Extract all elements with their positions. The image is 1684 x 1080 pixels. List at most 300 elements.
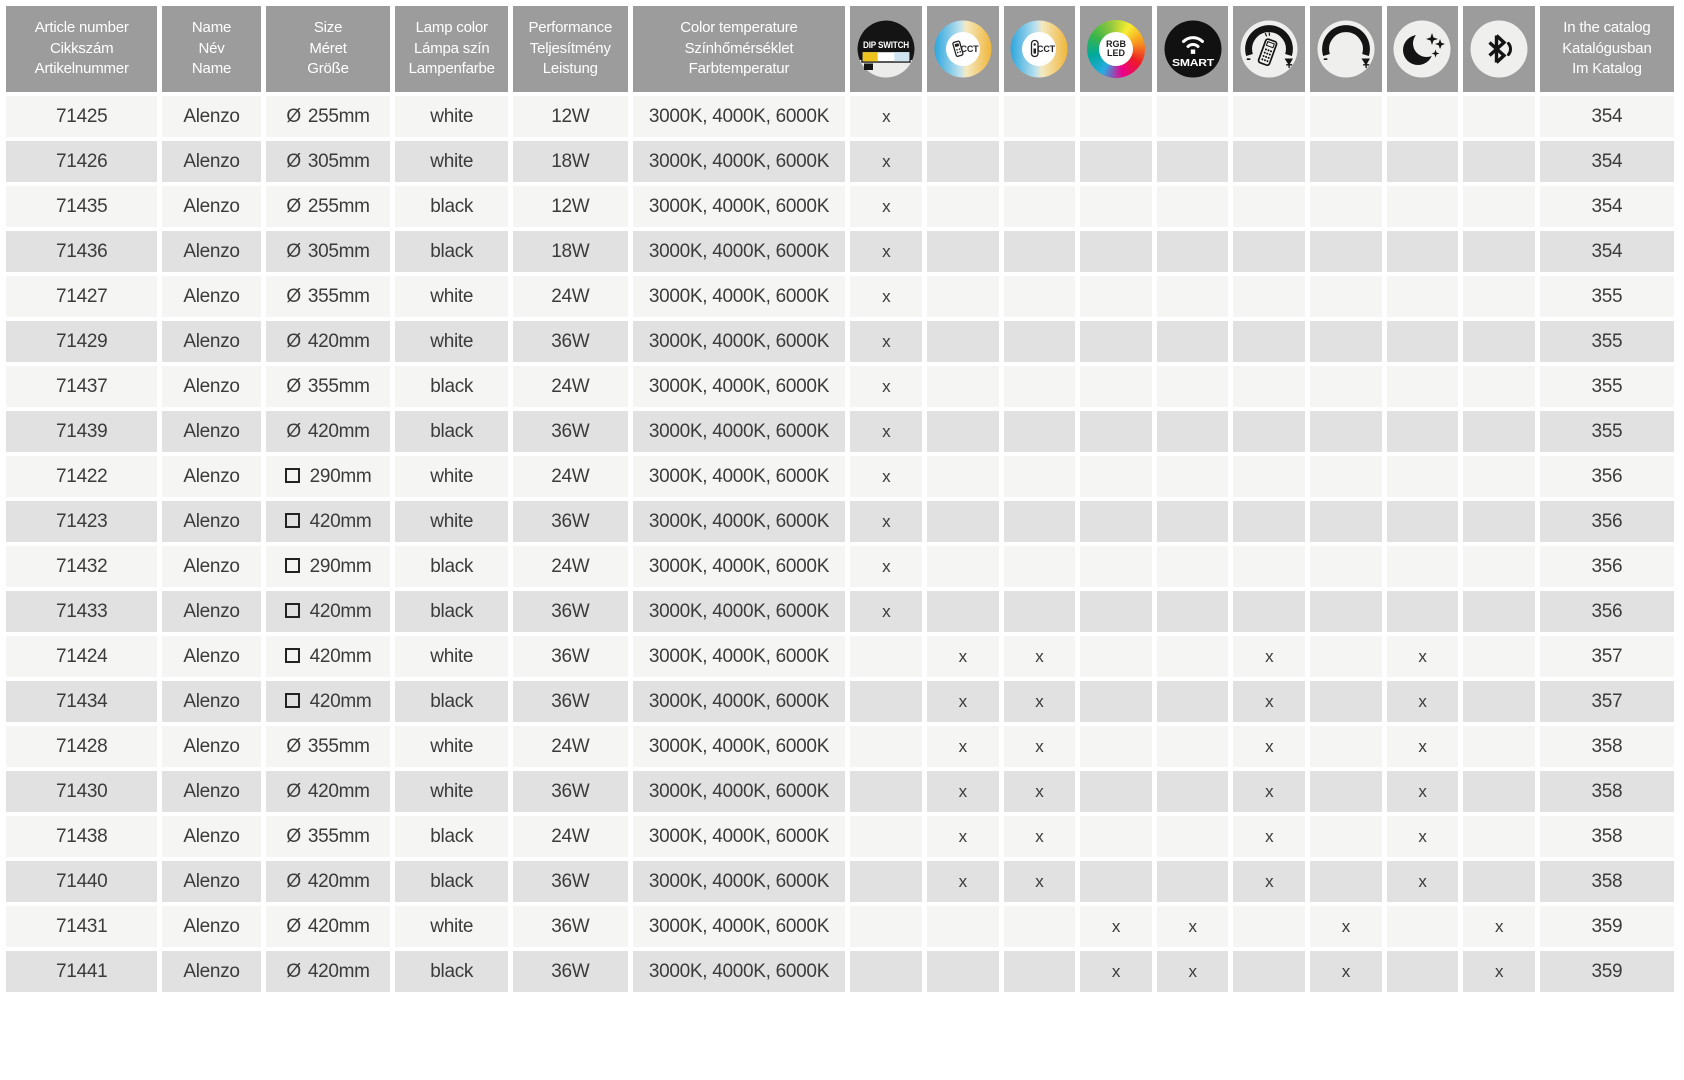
- smart-mark-cell: [1157, 231, 1229, 272]
- performance-cell: 24W: [513, 366, 628, 407]
- table-header: [6, 6, 1674, 92]
- square-shape-icon: [285, 603, 300, 618]
- dip-switch-icon: [857, 20, 915, 78]
- remote-dimmer-mark-cell: [1233, 501, 1305, 542]
- square-shape-icon: [285, 693, 300, 708]
- rgb-led-mark-cell: [1080, 861, 1152, 902]
- lamp-color-cell: white: [395, 906, 508, 947]
- remote-dimmer-mark-cell: x: [1233, 681, 1305, 722]
- smart-mark-cell: x: [1157, 906, 1229, 947]
- product-name-cell: Alenzo: [162, 636, 260, 677]
- performance-cell: 36W: [513, 411, 628, 452]
- catalog-page-cell: 356: [1540, 456, 1674, 497]
- svg-text:SMART: SMART: [1171, 57, 1215, 69]
- bluetooth-mark-cell: [1463, 456, 1535, 497]
- size-value: 290mm: [304, 555, 372, 577]
- remote-dimmer-mark-cell: x: [1233, 816, 1305, 857]
- dimmer-mark-cell: [1310, 141, 1382, 182]
- dimmer-icon: [1317, 20, 1375, 78]
- table-row: [6, 186, 1674, 227]
- diameter-symbol: Ø: [286, 195, 301, 217]
- diameter-symbol: Ø: [286, 960, 301, 982]
- table-row: [6, 861, 1674, 902]
- header-line: Article number: [34, 18, 129, 36]
- dip-switch-mark-cell: [850, 951, 922, 992]
- night-light-mark-cell: x: [1387, 771, 1459, 812]
- lamp-color-cell: black: [395, 816, 508, 857]
- remote-dimmer-mark-cell: x: [1233, 771, 1305, 812]
- table-row: [6, 591, 1674, 632]
- lamp-color-cell: black: [395, 591, 508, 632]
- rgb-led-mark-cell: [1080, 231, 1152, 272]
- color-temperature-cell: 3000K, 4000K, 6000K: [633, 366, 846, 407]
- color-temperature-cell: 3000K, 4000K, 6000K: [633, 861, 846, 902]
- product-table: [1, 2, 1679, 996]
- bluetooth-mark-cell: [1463, 231, 1535, 272]
- smart-mark-cell: [1157, 726, 1229, 767]
- color-temperature-cell: 3000K, 4000K, 6000K: [633, 231, 846, 272]
- size-value: 355mm: [302, 825, 370, 847]
- cct-controller-mark-cell: x: [1004, 636, 1076, 677]
- performance-cell: 36W: [513, 636, 628, 677]
- cct-controller-mark-cell: x: [1004, 771, 1076, 812]
- column-header-size: [266, 6, 391, 92]
- bluetooth-icon: [1470, 20, 1528, 78]
- rgb-label-line: RGB: [1105, 38, 1126, 49]
- rgb-led-mark-cell: [1080, 726, 1152, 767]
- color-temperature-cell: 3000K, 4000K, 6000K: [633, 501, 846, 542]
- size-value: 290mm: [304, 465, 372, 487]
- article-number-cell: 71425: [6, 96, 157, 137]
- cct-remote-mark-cell: x: [927, 771, 999, 812]
- product-name-cell: Alenzo: [162, 861, 260, 902]
- article-number-cell: 71431: [6, 906, 157, 947]
- size-cell: [266, 501, 391, 542]
- remote-dimmer-mark-cell: [1233, 141, 1305, 182]
- remote-dimmer-mark-cell: [1233, 321, 1305, 362]
- night-light-mark-cell: [1387, 906, 1459, 947]
- color-temperature-cell: 3000K, 4000K, 6000K: [633, 276, 846, 317]
- smart-mark-cell: [1157, 411, 1229, 452]
- remote-dimmer-mark-cell: [1233, 951, 1305, 992]
- smart-mark-cell: [1157, 96, 1229, 137]
- performance-cell: 24W: [513, 816, 628, 857]
- size-cell: [266, 681, 391, 722]
- table-row: [6, 366, 1674, 407]
- lamp-color-cell: black: [395, 411, 508, 452]
- performance-cell: 36W: [513, 591, 628, 632]
- remote-dimmer-mark-cell: [1233, 456, 1305, 497]
- size-value: 420mm: [302, 960, 370, 982]
- bluetooth-mark-cell: [1463, 861, 1535, 902]
- bluetooth-mark-cell: [1463, 186, 1535, 227]
- bluetooth-mark-cell: [1463, 816, 1535, 857]
- table-body: [6, 96, 1674, 992]
- night-light-mark-cell: [1387, 321, 1459, 362]
- diameter-symbol: Ø: [286, 780, 301, 802]
- performance-cell: 24W: [513, 456, 628, 497]
- catalog-page-cell: 354: [1540, 231, 1674, 272]
- smart-mark-cell: [1157, 591, 1229, 632]
- bluetooth-mark-cell: [1463, 411, 1535, 452]
- color-temperature-cell: 3000K, 4000K, 6000K: [633, 771, 846, 812]
- dimmer-mark-cell: [1310, 231, 1382, 272]
- smart-mark-cell: [1157, 141, 1229, 182]
- rgb-led-mark-cell: [1080, 186, 1152, 227]
- cct-remote-mark-cell: [927, 501, 999, 542]
- header-line: Név: [198, 39, 225, 57]
- performance-cell: 36W: [513, 321, 628, 362]
- bluetooth-mark-cell: [1463, 366, 1535, 407]
- column-header-catalog: [1540, 6, 1674, 92]
- cct-remote-mark-cell: [927, 951, 999, 992]
- lamp-color-cell: black: [395, 681, 508, 722]
- header-line: Color temperature: [680, 18, 798, 36]
- remote-dimmer-icon: [1240, 20, 1298, 78]
- size-value: 255mm: [302, 195, 370, 217]
- catalog-page-cell: 354: [1540, 96, 1674, 137]
- dimmer-mark-cell: [1310, 591, 1382, 632]
- rgb-led-mark-cell: [1080, 771, 1152, 812]
- rgb-led-mark-cell: [1080, 501, 1152, 542]
- article-number-cell: 71428: [6, 726, 157, 767]
- diameter-symbol: Ø: [286, 240, 301, 262]
- diameter-symbol: Ø: [286, 375, 301, 397]
- rgb-led-mark-cell: [1080, 681, 1152, 722]
- size-cell: [266, 906, 391, 947]
- column-header-dimmer: [1310, 6, 1382, 92]
- table-row: [6, 636, 1674, 677]
- column-header-article-number: [6, 6, 157, 92]
- diameter-symbol: Ø: [286, 420, 301, 442]
- rgb-led-mark-cell: [1080, 366, 1152, 407]
- dimmer-mark-cell: [1310, 501, 1382, 542]
- product-name-cell: Alenzo: [162, 681, 260, 722]
- header-line: Size: [313, 18, 343, 36]
- color-temperature-cell: 3000K, 4000K, 6000K: [633, 591, 846, 632]
- lamp-color-cell: white: [395, 141, 508, 182]
- cct-remote-mark-cell: [927, 96, 999, 137]
- performance-cell: 18W: [513, 141, 628, 182]
- lamp-color-cell: black: [395, 366, 508, 407]
- cct-controller-mark-cell: [1004, 231, 1076, 272]
- product-name-cell: Alenzo: [162, 411, 260, 452]
- night-light-mark-cell: [1387, 96, 1459, 137]
- dip-switch-mark-cell: x: [850, 96, 922, 137]
- header-line: Színhőmérséklet: [684, 39, 794, 57]
- color-temperature-cell: 3000K, 4000K, 6000K: [633, 321, 846, 362]
- rgb-led-mark-cell: x: [1080, 951, 1152, 992]
- diameter-symbol: Ø: [286, 735, 301, 757]
- dip-switch-mark-cell: x: [850, 501, 922, 542]
- dip-switch-mark-cell: [850, 771, 922, 812]
- product-name-cell: Alenzo: [162, 96, 260, 137]
- smart-mark-cell: [1157, 276, 1229, 317]
- product-name-cell: Alenzo: [162, 456, 260, 497]
- size-value: 420mm: [304, 645, 372, 667]
- square-shape-icon: [285, 468, 300, 483]
- dip-switch-mark-cell: [850, 906, 922, 947]
- dimmer-mark-cell: [1310, 96, 1382, 137]
- svg-text:CCT: CCT: [960, 44, 979, 54]
- cct-controller-mark-cell: [1004, 456, 1076, 497]
- column-header-performance: [513, 6, 628, 92]
- size-value: 420mm: [302, 915, 370, 937]
- header-line: Méret: [309, 39, 347, 57]
- night-light-mark-cell: [1387, 186, 1459, 227]
- night-light-mark-cell: x: [1387, 681, 1459, 722]
- size-cell: [266, 726, 391, 767]
- lamp-color-cell: white: [395, 636, 508, 677]
- size-value: 255mm: [302, 105, 370, 127]
- smart-mark-cell: [1157, 861, 1229, 902]
- night-light-mark-cell: [1387, 501, 1459, 542]
- size-value: 355mm: [302, 375, 370, 397]
- night-light-mark-cell: [1387, 951, 1459, 992]
- bluetooth-mark-cell: [1463, 96, 1535, 137]
- rgb-led-mark-cell: [1080, 636, 1152, 677]
- article-number-cell: 71424: [6, 636, 157, 677]
- size-value: 420mm: [302, 330, 370, 352]
- night-light-mark-cell: x: [1387, 861, 1459, 902]
- bluetooth-mark-cell: [1463, 726, 1535, 767]
- size-cell: [266, 231, 391, 272]
- rgb-led-icon: [1087, 20, 1145, 78]
- bluetooth-mark-cell: [1463, 321, 1535, 362]
- product-name-cell: Alenzo: [162, 276, 260, 317]
- size-cell: [266, 366, 391, 407]
- product-name-cell: Alenzo: [162, 141, 260, 182]
- size-value: 420mm: [304, 690, 372, 712]
- performance-cell: 12W: [513, 96, 628, 137]
- cct-remote-mark-cell: [927, 366, 999, 407]
- catalog-page-cell: 359: [1540, 951, 1674, 992]
- size-cell: [266, 591, 391, 632]
- bluetooth-mark-cell: [1463, 276, 1535, 317]
- article-number-cell: 71422: [6, 456, 157, 497]
- table-row: [6, 321, 1674, 362]
- performance-cell: 36W: [513, 501, 628, 542]
- cct-remote-mark-cell: [927, 186, 999, 227]
- night-light-mark-cell: [1387, 546, 1459, 587]
- cct-remote-mark-cell: [927, 906, 999, 947]
- article-number-cell: 71434: [6, 681, 157, 722]
- cct-controller-mark-cell: [1004, 546, 1076, 587]
- bluetooth-mark-cell: x: [1463, 906, 1535, 947]
- table-row: [6, 726, 1674, 767]
- catalog-page-cell: 354: [1540, 141, 1674, 182]
- lamp-color-cell: black: [395, 546, 508, 587]
- dip-switch-mark-cell: x: [850, 546, 922, 587]
- cct-remote-mark-cell: x: [927, 681, 999, 722]
- catalog-page-cell: 358: [1540, 726, 1674, 767]
- diameter-symbol: Ø: [286, 285, 301, 307]
- lamp-color-cell: black: [395, 861, 508, 902]
- night-light-mark-cell: [1387, 231, 1459, 272]
- color-temperature-cell: 3000K, 4000K, 6000K: [633, 681, 846, 722]
- size-value: 305mm: [302, 240, 370, 262]
- catalog-page-cell: 358: [1540, 861, 1674, 902]
- article-number-cell: 71430: [6, 771, 157, 812]
- header-line: Performance: [528, 18, 613, 36]
- header-line: Name: [191, 18, 232, 36]
- lamp-color-cell: white: [395, 321, 508, 362]
- size-value: 305mm: [302, 150, 370, 172]
- smart-mark-cell: [1157, 321, 1229, 362]
- cct-controller-mark-cell: [1004, 411, 1076, 452]
- dip-switch-mark-cell: x: [850, 591, 922, 632]
- catalog-page-cell: 359: [1540, 906, 1674, 947]
- dip-switch-mark-cell: [850, 861, 922, 902]
- bluetooth-mark-cell: [1463, 141, 1535, 182]
- catalog-page-cell: 356: [1540, 546, 1674, 587]
- rgb-led-mark-cell: [1080, 321, 1152, 362]
- square-shape-icon: [285, 558, 300, 573]
- dip-switch-mark-cell: x: [850, 141, 922, 182]
- table-row: [6, 231, 1674, 272]
- table-row: [6, 141, 1674, 182]
- svg-text:-: -: [1246, 50, 1251, 66]
- header-line: Katalógusban: [1562, 39, 1652, 57]
- article-number-cell: 71432: [6, 546, 157, 587]
- size-cell: [266, 636, 391, 677]
- column-header-bluetooth: [1463, 6, 1535, 92]
- color-temperature-cell: 3000K, 4000K, 6000K: [633, 816, 846, 857]
- article-number-cell: 71429: [6, 321, 157, 362]
- lamp-color-cell: white: [395, 726, 508, 767]
- color-temperature-cell: 3000K, 4000K, 6000K: [633, 546, 846, 587]
- remote-dimmer-mark-cell: [1233, 276, 1305, 317]
- product-name-cell: Alenzo: [162, 951, 260, 992]
- svg-text:+: +: [1285, 58, 1293, 72]
- cct-remote-mark-cell: x: [927, 861, 999, 902]
- dip-switch-mark-cell: x: [850, 276, 922, 317]
- lamp-color-cell: white: [395, 501, 508, 542]
- cct-remote-mark-cell: x: [927, 636, 999, 677]
- bluetooth-mark-cell: [1463, 771, 1535, 812]
- cct-controller-mark-cell: [1004, 276, 1076, 317]
- size-value: 355mm: [302, 285, 370, 307]
- table-row: [6, 681, 1674, 722]
- catalog-page-cell: 358: [1540, 816, 1674, 857]
- remote-dimmer-mark-cell: [1233, 546, 1305, 587]
- dimmer-mark-cell: [1310, 411, 1382, 452]
- rgb-led-mark-cell: [1080, 276, 1152, 317]
- performance-cell: 36W: [513, 861, 628, 902]
- color-temperature-cell: 3000K, 4000K, 6000K: [633, 186, 846, 227]
- remote-dimmer-mark-cell: [1233, 591, 1305, 632]
- lamp-color-cell: black: [395, 186, 508, 227]
- night-light-mark-cell: [1387, 141, 1459, 182]
- header-line: Lámpa szín: [413, 39, 490, 57]
- article-number-cell: 71439: [6, 411, 157, 452]
- rgb-led-mark-cell: [1080, 816, 1152, 857]
- moon-stars-icon: [1393, 20, 1451, 78]
- dimmer-mark-cell: [1310, 321, 1382, 362]
- header-line: Farbtemperatur: [688, 60, 790, 78]
- article-number-cell: 71436: [6, 231, 157, 272]
- catalog-page-cell: 354: [1540, 186, 1674, 227]
- bluetooth-mark-cell: [1463, 681, 1535, 722]
- size-cell: [266, 816, 391, 857]
- column-header-remote-dimmer: [1233, 6, 1305, 92]
- dimmer-mark-cell: x: [1310, 951, 1382, 992]
- lamp-color-cell: black: [395, 231, 508, 272]
- bluetooth-mark-cell: [1463, 546, 1535, 587]
- catalog-page-cell: 355: [1540, 366, 1674, 407]
- color-temperature-cell: 3000K, 4000K, 6000K: [633, 951, 846, 992]
- product-name-cell: Alenzo: [162, 726, 260, 767]
- performance-cell: 18W: [513, 231, 628, 272]
- remote-dimmer-mark-cell: [1233, 411, 1305, 452]
- cct-controller-mark-cell: [1004, 906, 1076, 947]
- article-number-cell: 71427: [6, 276, 157, 317]
- svg-text:CCT: CCT: [1037, 44, 1056, 54]
- article-number-cell: 71426: [6, 141, 157, 182]
- header-line: Größe: [307, 60, 349, 78]
- night-light-mark-cell: x: [1387, 636, 1459, 677]
- rgb-led-mark-cell: [1080, 456, 1152, 497]
- svg-text:-: -: [1323, 50, 1328, 66]
- color-temperature-cell: 3000K, 4000K, 6000K: [633, 96, 846, 137]
- smart-mark-cell: [1157, 681, 1229, 722]
- table-row: [6, 276, 1674, 317]
- product-name-cell: Alenzo: [162, 816, 260, 857]
- product-name-cell: Alenzo: [162, 231, 260, 272]
- color-temperature-cell: 3000K, 4000K, 6000K: [633, 411, 846, 452]
- header-line: Im Katalog: [1572, 60, 1642, 78]
- performance-cell: 24W: [513, 726, 628, 767]
- cct-controller-mark-cell: [1004, 501, 1076, 542]
- cct-controller-mark-cell: [1004, 186, 1076, 227]
- bluetooth-mark-cell: x: [1463, 951, 1535, 992]
- dip-switch-mark-cell: x: [850, 456, 922, 497]
- size-value: 420mm: [304, 600, 372, 622]
- cct-controller-mark-cell: [1004, 321, 1076, 362]
- performance-cell: 36W: [513, 906, 628, 947]
- rgb-label-line: LED: [1106, 48, 1125, 58]
- night-light-mark-cell: x: [1387, 816, 1459, 857]
- dimmer-mark-cell: [1310, 546, 1382, 587]
- catalog-page-cell: 357: [1540, 636, 1674, 677]
- cct-remote-mark-cell: [927, 231, 999, 272]
- smart-mark-cell: [1157, 636, 1229, 677]
- header-line: Name: [191, 60, 232, 78]
- size-cell: [266, 951, 391, 992]
- rgb-led-mark-cell: [1080, 591, 1152, 632]
- article-number-cell: 71433: [6, 591, 157, 632]
- dip-switch-mark-cell: [850, 636, 922, 677]
- cct-remote-mark-cell: [927, 411, 999, 452]
- smart-mark-cell: [1157, 771, 1229, 812]
- rgb-led-mark-cell: x: [1080, 906, 1152, 947]
- table-row: [6, 501, 1674, 542]
- dimmer-mark-cell: [1310, 681, 1382, 722]
- smart-mark-cell: [1157, 816, 1229, 857]
- product-name-cell: Alenzo: [162, 906, 260, 947]
- lamp-color-cell: black: [395, 951, 508, 992]
- column-header-name: [162, 6, 260, 92]
- cct-remote-mark-cell: x: [927, 726, 999, 767]
- table-row: [6, 411, 1674, 452]
- article-number-cell: 71441: [6, 951, 157, 992]
- article-number-cell: 71438: [6, 816, 157, 857]
- table-row: [6, 546, 1674, 587]
- diameter-symbol: Ø: [286, 330, 301, 352]
- remote-dimmer-mark-cell: x: [1233, 861, 1305, 902]
- color-temperature-cell: 3000K, 4000K, 6000K: [633, 141, 846, 182]
- size-value: 420mm: [302, 870, 370, 892]
